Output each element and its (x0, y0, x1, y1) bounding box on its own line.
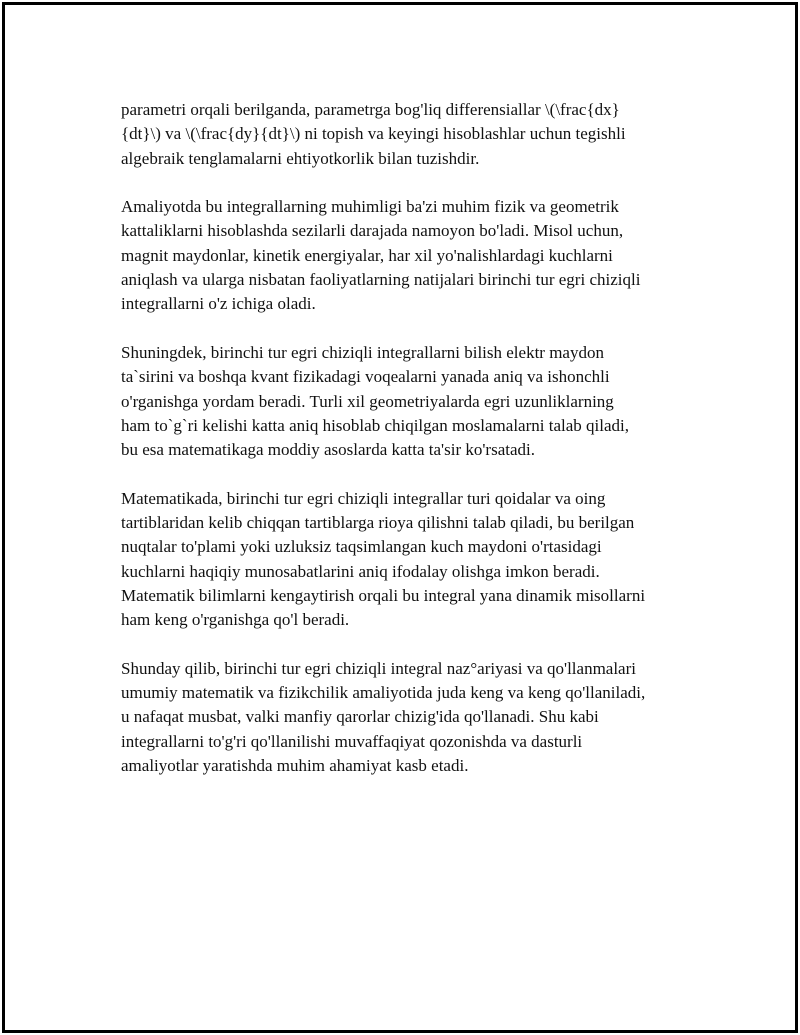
paragraph-5 (121, 657, 711, 778)
text-line: u nafaqat musbat, valki manfiy qarorlar chizig'ida qo'llanadi. Shu kabi (121, 707, 599, 727)
text-line: Shuningdek, birinchi tur egri chiziqli integrallarni bilish elektr maydon (121, 342, 604, 362)
text-line: tartiblaridan kelib chiqqan tartiblarga rioya qilishni talab qiladi, bu berilgan (121, 513, 635, 533)
paragraph-3 (121, 341, 711, 462)
text-line: ta`sirini va boshqa kvant fizikadagi voqealarni yanada aniq va ishonchli (121, 367, 610, 387)
paragraph-4 (121, 487, 711, 633)
text-line: ham keng o'rganishga qo'l beradi. (121, 610, 350, 630)
paragraph-2 (121, 195, 711, 316)
text-line: aniqlash va ularga nisbatan faoliyatlarning natijalari birinchi tur egri chiziqli (121, 270, 641, 290)
text-line: kattaliklarni hisoblashda sezilarli darajada namoyon bo'ladi. Misol uchun, (121, 221, 624, 241)
text-line: algebraik tenglamalarni ehtiyotkorlik bilan tuzishdir. (121, 148, 480, 168)
text-line: parametri orqali berilganda, parametrga bog'liq differensiallar \(\frac{dx} (121, 100, 620, 119)
paragraph-1 (121, 98, 711, 171)
text-line: Matematikada, birinchi tur egri chiziqli integrallar turi qoidalar va oing (121, 488, 606, 508)
page-frame (2, 2, 798, 1033)
text-line: amaliyotlar yaratishda muhim ahamiyat kasb etadi. (121, 756, 469, 776)
text-line: Shunday qilib, birinchi tur egri chiziqli integral naz°ariyasi va qo'llanmalari (121, 658, 636, 678)
text-line: bu esa matematikaga moddiy asoslarda katta ta'sir ko'rsatadi. (121, 440, 535, 460)
text-line: ham to`g`ri kelishi katta aniq hisoblab chiqilgan moslamalarni talab qiladi, (121, 415, 629, 435)
text-line: umumiy matematik va fizikchilik amaliyotida juda keng va keng qo'llaniladi, (121, 683, 646, 703)
text-line: integrallarni to'g'ri qo'llanilishi muvaffaqiyat qozonishda va dasturli (121, 731, 583, 751)
text-line: integrallarni o'z ichiga oladi. (121, 294, 316, 314)
text-line: nuqtalar to'plami yoki uzluksiz taqsimlangan kuch maydoni o'rtasidagi (121, 537, 602, 557)
text-line: o'rganishga yordam beradi. Turli xil geometriyalarda egri uzunliklarning (121, 391, 614, 411)
document-body (121, 98, 711, 803)
text-line: kuchlarni haqiqiy munosabatlarini aniq ifodalay olishga imkon beradi. (121, 561, 600, 581)
text-line: {dt}\) va \(\frac{dy}{dt}\) ni topish va keyingi hisoblashlar uchun tegishli (121, 124, 626, 144)
text-line: Amaliyotda bu integrallarning muhimligi ba'zi muhim fizik va geometrik (121, 197, 619, 217)
text-line: magnit maydonlar, kinetik energiyalar, har xil yo'nalishlardagi kuchlarni (121, 245, 613, 265)
text-line: Matematik bilimlarni kengaytirish orqali bu integral yana dinamik misollarni (121, 585, 646, 605)
